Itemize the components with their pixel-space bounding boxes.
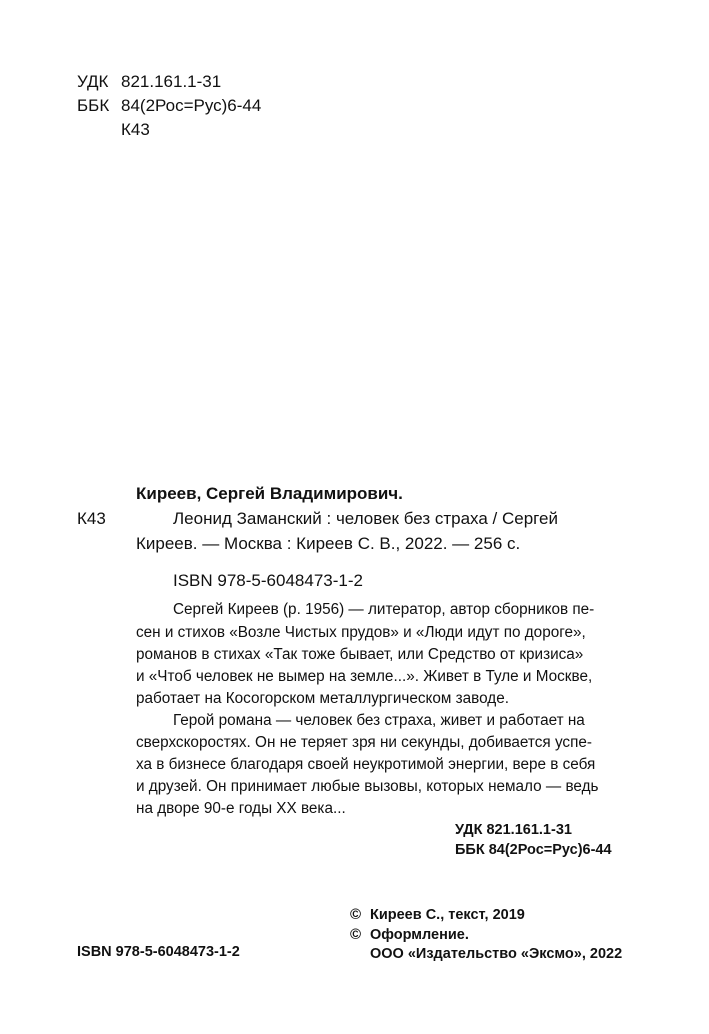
record-isbn: ISBN 978-5-6048473-1-2 [173,571,363,590]
annotation-line: романов в стихах «Так тоже бывает, или Средство от кризиса» [136,646,584,663]
annotation-line: сверхскоростях. Он не теряет зря ни секунды, добивается успе- [136,734,592,751]
design-credit: Оформление. [370,927,469,943]
top-classification [77,70,337,142]
copyright-icon: © [350,906,362,923]
bottom-udk: УДК 821.161.1-31 [455,822,572,838]
annotation-line: сен и стихов «Возле Чистых прудов» и «Люди идут по дороге», [136,624,586,641]
annotation-line: ха в бизнесе благодаря своей неукротимой энергии, вере в себя [136,756,596,773]
annotation-line: работает на Косогорском металлургическом заводе. [136,690,509,707]
copyright-icon: © [350,926,362,943]
bottom-bbk: ББК 84(2Рос=Рус)6-44 [455,842,612,858]
copyright-text: Киреев С., текст, 2019 [370,907,525,923]
title-line-2: Киреев. — Москва : Киреев С. В., 2022. — 256 с. [136,534,521,553]
bbk-label: ББК [77,96,110,115]
record-mark: К43 [77,509,106,528]
bbk-value: 84(2Рос=Рус)6-44 [121,96,262,115]
annotation-line: и «Чтоб человек не вымер на земле...». Живет в Туле и Москве, [136,668,593,685]
annotation-line: Сергей Киреев (р. 1956) — литератор, автор сборников пе- [173,601,595,618]
annotation-line: Герой романа — человек без страха, живет и работает на [173,712,585,729]
annotation-line: на дворе 90-е годы XX века... [136,800,346,817]
annotation-line: и друзей. Он принимает любые вызовы, которых немало — ведь [136,778,599,795]
udk-label: УДК [77,72,109,91]
author-heading: Киреев, Сергей Владимирович. [136,484,403,503]
publisher-credit: ООО «Издательство «Эксмо», 2022 [370,946,623,962]
author-mark: К43 [121,120,150,139]
footer-isbn: ISBN 978-5-6048473-1-2 [77,944,240,960]
title-line-1: Леонид Заманский : человек без страха / Сергей [173,509,558,528]
udk-value: 821.161.1-31 [121,72,222,91]
